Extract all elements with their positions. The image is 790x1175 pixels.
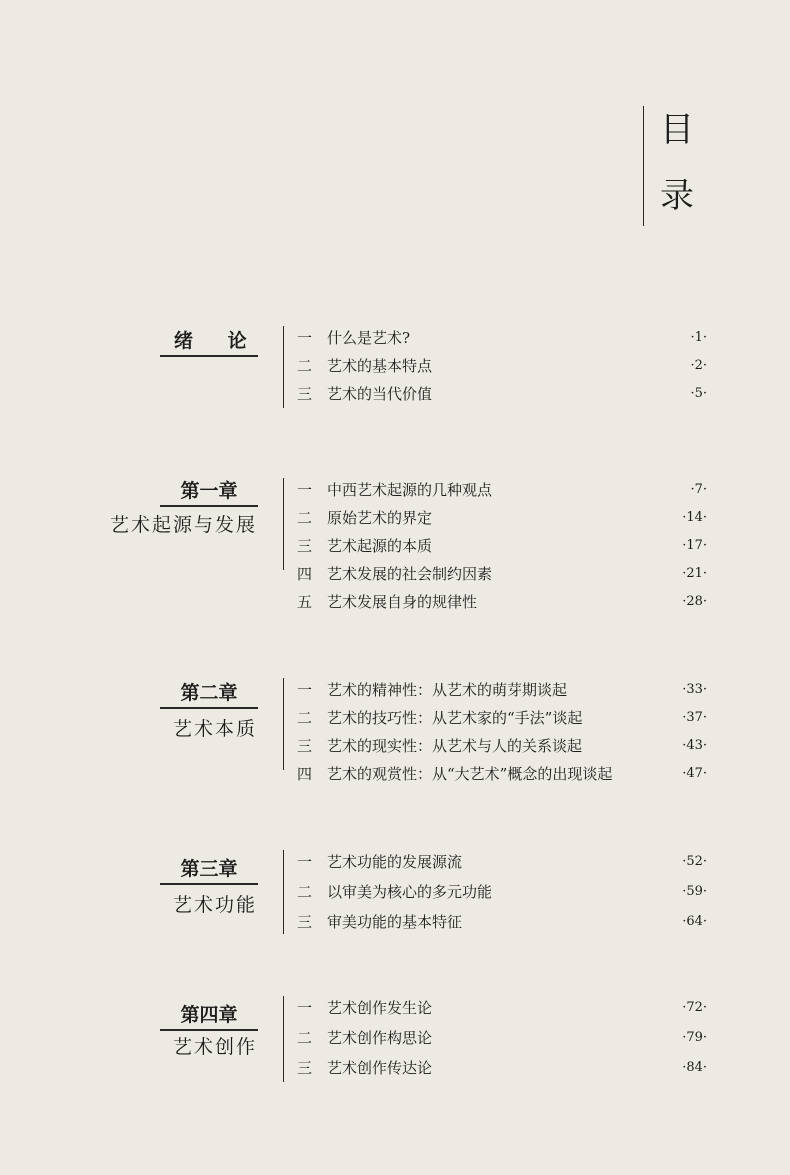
chapter-label: 第三章 bbox=[180, 858, 238, 880]
toc-entry[interactable] bbox=[283, 534, 707, 558]
entry-number: 一 bbox=[297, 329, 313, 347]
entry-number: 二 bbox=[297, 357, 313, 375]
entry-title: 艺术的当代价值 bbox=[327, 385, 433, 403]
entry-title: 艺术创作构思论 bbox=[327, 1029, 433, 1047]
toc-entry[interactable] bbox=[283, 506, 707, 530]
entry-number: 二 bbox=[297, 509, 313, 527]
entry-title: 艺术的现实性：从艺术与人的关系谈起 bbox=[327, 737, 583, 755]
toc-entry[interactable] bbox=[283, 678, 707, 702]
toc-entry[interactable] bbox=[283, 478, 707, 502]
entry-title: 艺术的基本特点 bbox=[327, 357, 433, 375]
toc-entry[interactable] bbox=[283, 1026, 707, 1050]
entry-number: 二 bbox=[297, 883, 313, 901]
toc-entry[interactable] bbox=[283, 354, 707, 378]
entry-title: 艺术的技巧性：从艺术家的“手法”谈起 bbox=[327, 709, 583, 727]
toc-entry[interactable] bbox=[283, 996, 707, 1020]
chapter-label: 第二章 bbox=[180, 682, 238, 704]
entry-page: ·2· bbox=[690, 358, 707, 373]
entry-page: ·72· bbox=[682, 1000, 707, 1015]
chapter-rule bbox=[160, 883, 258, 885]
entry-number: 二 bbox=[297, 709, 313, 727]
toc-entry[interactable] bbox=[283, 762, 707, 786]
entry-number: 五 bbox=[297, 593, 313, 611]
toc-entry[interactable] bbox=[283, 880, 707, 904]
page-title-char-1: 目 bbox=[660, 110, 694, 150]
entry-title: 审美功能的基本特征 bbox=[327, 913, 463, 931]
entry-number: 四 bbox=[297, 765, 313, 783]
entry-number: 一 bbox=[297, 853, 313, 871]
entry-title: 中西艺术起源的几种观点 bbox=[327, 481, 493, 499]
chapter-name: 艺术本质 bbox=[172, 718, 257, 740]
entry-page: ·64· bbox=[682, 914, 707, 929]
entry-number: 三 bbox=[297, 1059, 313, 1077]
toc-entry[interactable] bbox=[283, 910, 707, 934]
toc-entry[interactable] bbox=[283, 734, 707, 758]
chapter-name: 艺术功能 bbox=[172, 894, 257, 916]
chapter-heading bbox=[160, 682, 258, 709]
entry-title: 艺术的精神性：从艺术的萌芽期谈起 bbox=[327, 681, 568, 699]
chapter-label: 绪 论 bbox=[174, 330, 261, 352]
chapter-rule bbox=[160, 1029, 258, 1031]
entry-page: ·52· bbox=[682, 854, 707, 869]
entry-number: 一 bbox=[297, 681, 313, 699]
entry-title: 艺术创作传达论 bbox=[327, 1059, 433, 1077]
entry-title: 艺术起源的本质 bbox=[327, 537, 433, 555]
entry-number: 三 bbox=[297, 537, 313, 555]
entry-title: 艺术创作发生论 bbox=[327, 999, 433, 1017]
toc-entry[interactable] bbox=[283, 590, 707, 614]
entry-page: ·79· bbox=[682, 1030, 707, 1045]
entry-title: 艺术的观赏性：从“大艺术”概念的出现谈起 bbox=[327, 765, 613, 783]
entry-number: 一 bbox=[297, 481, 313, 499]
title-rule bbox=[643, 106, 644, 226]
entry-title: 艺术发展的社会制约因素 bbox=[327, 565, 493, 583]
entry-page: ·33· bbox=[682, 682, 707, 697]
toc-entry[interactable] bbox=[283, 326, 707, 350]
toc-entry[interactable] bbox=[283, 382, 707, 406]
entry-number: 二 bbox=[297, 1029, 313, 1047]
chapter-label: 第一章 bbox=[180, 480, 238, 502]
entry-number: 四 bbox=[297, 565, 313, 583]
entry-title: 以审美为核心的多元功能 bbox=[327, 883, 493, 901]
chapter-heading bbox=[160, 480, 258, 507]
entry-number: 一 bbox=[297, 999, 313, 1017]
entry-number: 三 bbox=[297, 385, 313, 403]
toc-entry[interactable] bbox=[283, 1056, 707, 1080]
entry-page: ·17· bbox=[682, 538, 707, 553]
entry-number: 三 bbox=[297, 737, 313, 755]
entry-page: ·5· bbox=[690, 386, 707, 401]
chapter-name: 艺术起源与发展 bbox=[109, 514, 257, 536]
entry-title: 什么是艺术? bbox=[327, 329, 411, 347]
entry-title: 艺术功能的发展源流 bbox=[327, 853, 463, 871]
toc-entry[interactable] bbox=[283, 562, 707, 586]
entry-page: ·37· bbox=[682, 710, 707, 725]
chapter-heading bbox=[160, 330, 261, 357]
entry-page: ·59· bbox=[682, 884, 707, 899]
chapter-heading bbox=[160, 1004, 258, 1031]
entry-page: ·28· bbox=[682, 594, 707, 609]
entry-page: ·14· bbox=[682, 510, 707, 525]
chapter-rule bbox=[160, 355, 258, 357]
entry-page: ·1· bbox=[690, 330, 707, 345]
entry-title: 艺术发展自身的规律性 bbox=[327, 593, 478, 611]
entry-page: ·84· bbox=[682, 1060, 707, 1075]
toc-entry[interactable] bbox=[283, 706, 707, 730]
chapter-heading bbox=[160, 858, 258, 885]
toc-entry[interactable] bbox=[283, 850, 707, 874]
entry-title: 原始艺术的界定 bbox=[327, 509, 433, 527]
chapter-rule bbox=[160, 505, 258, 507]
chapter-name: 艺术创作 bbox=[172, 1036, 257, 1058]
entry-page: ·47· bbox=[682, 766, 707, 781]
entry-page: ·21· bbox=[682, 566, 707, 581]
entry-page: ·7· bbox=[690, 482, 707, 497]
entry-number: 三 bbox=[297, 913, 313, 931]
chapter-label: 第四章 bbox=[180, 1004, 238, 1026]
chapter-rule bbox=[160, 707, 258, 709]
entry-page: ·43· bbox=[682, 738, 707, 753]
page-title-char-2: 录 bbox=[660, 176, 694, 216]
